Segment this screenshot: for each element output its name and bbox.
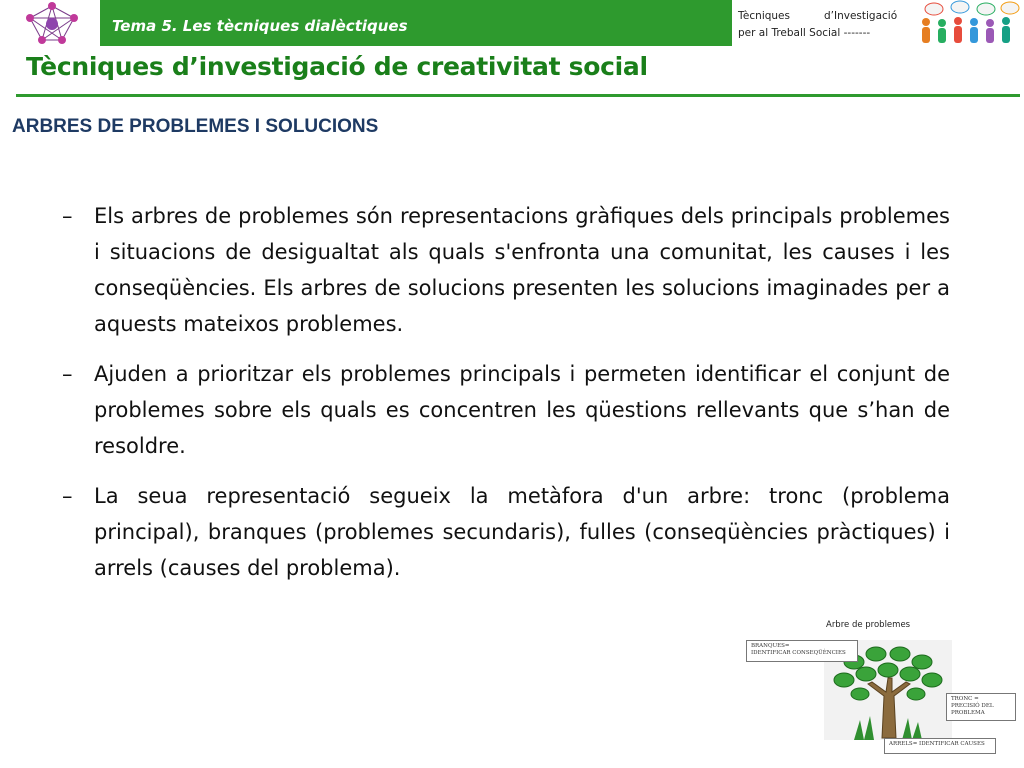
people-speech-bubbles-icon xyxy=(912,0,1024,46)
course-label-box xyxy=(732,0,912,46)
bullet-list xyxy=(62,198,950,600)
bullet-text: La seua representació segueix la metàfora d'un arbre: tronc (problema principal), branques (problemes secundaris), fulles (conseqüències pràctiques) i arrels (causes del problema). xyxy=(94,484,950,580)
bullet-item xyxy=(62,478,950,586)
roots-label-box xyxy=(884,738,996,754)
network-nodes-logo-icon xyxy=(0,0,100,46)
trunk-label-box xyxy=(946,693,1016,721)
bullet-item xyxy=(62,198,950,342)
slide-subtitle: ARBRES DE PROBLEMES I SOLUCIONS xyxy=(12,116,379,137)
trunk-label-line1: TRONC = xyxy=(951,696,979,702)
bullet-dash: – xyxy=(62,362,73,386)
problem-tree-figure xyxy=(742,618,1024,768)
bullet-dash: – xyxy=(62,204,73,228)
slide-title: Tècniques d’investigació de creativitat social xyxy=(26,52,648,81)
roots-label-line1: ARRELS= IDENTIFICAR CAUSES xyxy=(889,741,985,747)
bullet-text: Els arbres de problemes són representacions gràfiques dels principals problemes i situacions de desigualtat als quals s'enfronta una comunitat, les causes i les conseqüències. Els arbres de solucions presenten les solucions imaginades per a aquests mateixos problemes. xyxy=(94,204,950,336)
topic-label: Tema 5. Les tècniques dialèctiques xyxy=(112,17,408,35)
branches-label-line2: IDENTIFICAR CONSEQÜÈNCIES xyxy=(751,650,846,656)
title-divider xyxy=(16,94,1020,97)
trunk-label-line3: PROBLEMA xyxy=(951,710,985,716)
course-label-word2: d’Investigació xyxy=(824,10,898,22)
bullet-text: Ajuden a prioritzar els problemes principals i permeten identificar el conjunt de problemes sobre els quals es concentren les qüestions rellevants que s’han de resoldre. xyxy=(94,362,950,458)
course-label-line2: per al Treball Social ------- xyxy=(738,27,871,39)
course-label-word1: Tècniques xyxy=(738,10,790,22)
trunk-label-line2: PRECISIÓ DEL xyxy=(951,703,994,709)
bullet-item xyxy=(62,356,950,464)
bullet-dash: – xyxy=(62,484,73,508)
branches-label-line1: BRANQUES= xyxy=(751,643,790,649)
branches-label-box xyxy=(746,640,858,662)
figure-caption: Arbre de problemes xyxy=(826,620,911,630)
